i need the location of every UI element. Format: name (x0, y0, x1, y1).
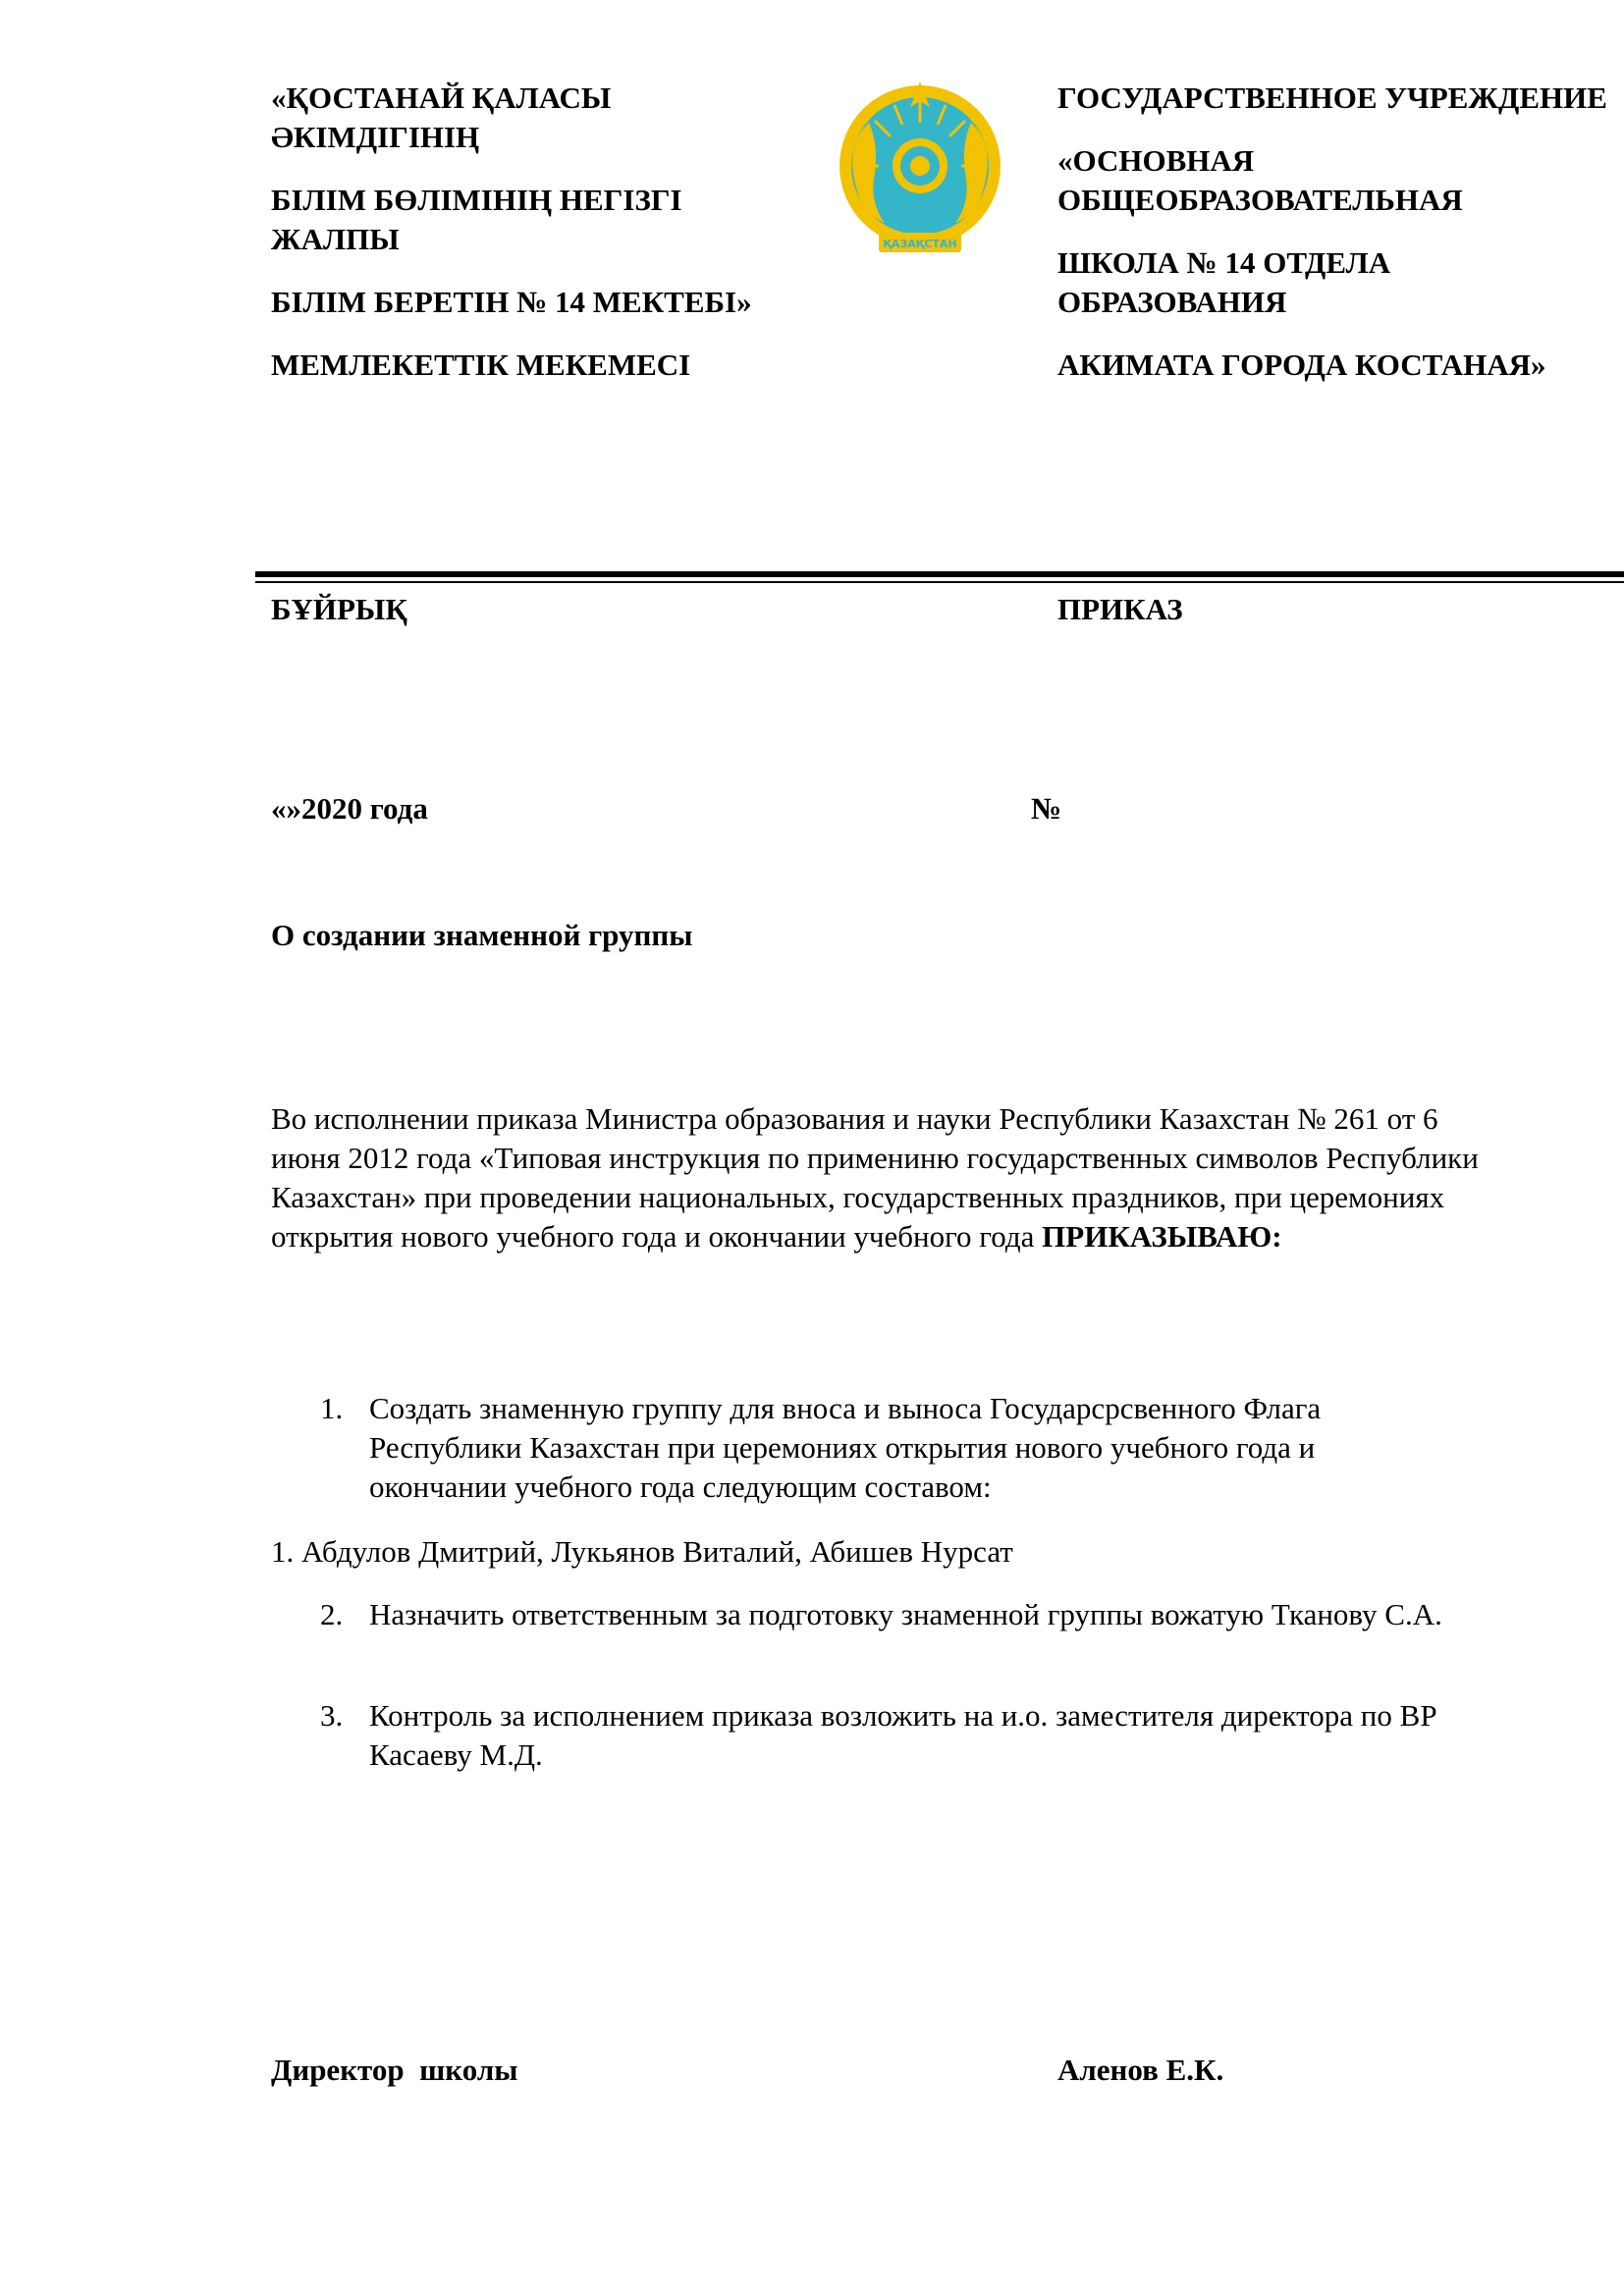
list-item (320, 1696, 1449, 1775)
member-line: 1. Абдулов Дмитрий, Лукьянов Виталий, Абишев Нурсат (271, 1534, 1013, 1569)
header-left-line-2: БІЛІМ БӨЛІМІНІҢ НЕГІЗГІ ЖАЛПЫ (271, 183, 682, 256)
list-item-text: Создать знаменную группу для вноса и выноса Государсрсвенного Флага Республики Казахстан при церемониях открытия нового учебного года и окончании учебного года следующим составом: (369, 1391, 1322, 1504)
list-item-text: Контроль за исполнением приказа возложить на и.о. заместителя директора по ВР Касаеву М.Д. (369, 1698, 1437, 1772)
list-item (320, 1389, 1449, 1507)
order-preamble (271, 1099, 1479, 1256)
list-item-text: Назначить ответственным за подготовку знаменной группы вожатую Тканову С.А. (369, 1597, 1442, 1631)
header-left-line-1: «ҚОСТАНАЙ ҚАЛАСЫ ӘКІМДІГІНІҢ (271, 80, 612, 154)
list-item-number: 3. (320, 1698, 344, 1733)
preamble-command: ПРИКАЗЫВАЮ: (1042, 1219, 1282, 1254)
header-right-ru (1057, 79, 1607, 408)
signature-name: Аленов Е.К. (1057, 2053, 1224, 2087)
header-left-line-4: МЕМЛЕКЕТТІК МЕКЕМЕСІ (271, 347, 691, 382)
emblem-icon (836, 76, 1004, 268)
signature-position: Директор школы (271, 2053, 518, 2087)
list-item-number: 1. (320, 1391, 344, 1425)
header-right-line-2: «ОСНОВНАЯ ОБЩЕОБРАЗОВАТЕЛЬНАЯ (1057, 143, 1463, 217)
order-number: № (1031, 791, 1062, 826)
header-right-line-3: ШКОЛА № 14 ОТДЕЛА ОБРАЗОВАНИЯ (1057, 245, 1391, 319)
header-left-kz (271, 79, 782, 408)
header-right-line-4: АКИМАТА ГОРОДА КОСТАНАЯ» (1057, 347, 1546, 382)
preamble-text: Во исполнении приказа Министра образования и науки Республики Казахстан № 261 от 6 июня 2012 года «Типовая инструкция по примениню государственных символов Республики Казахстан» при проведении национальных, государственных праздников, при церемониях открытия нового учебного года и окончании учебного года (271, 1101, 1479, 1254)
order-title-ru: ПРИКАЗ (1057, 592, 1183, 626)
emblem-inscription: ҚАЗАҚСТАН (883, 238, 957, 250)
header-left-line-3: БІЛІМ БЕРЕТІН № 14 МЕКТЕБІ» (271, 285, 752, 319)
header-divider-thick (255, 571, 1624, 577)
order-title-kz: БҰЙРЫҚ (271, 592, 407, 626)
state-emblem (836, 76, 1004, 268)
list-item (320, 1595, 1479, 1634)
header-right-line-1: ГОСУДАРСТВЕННОЕ УЧРЕЖДЕНИЕ (1057, 80, 1607, 115)
order-date: «»2020 года (271, 791, 428, 826)
list-item-number: 2. (320, 1597, 344, 1631)
header-divider-thin (255, 581, 1624, 583)
order-subject: О создании знаменной группы (271, 918, 693, 952)
